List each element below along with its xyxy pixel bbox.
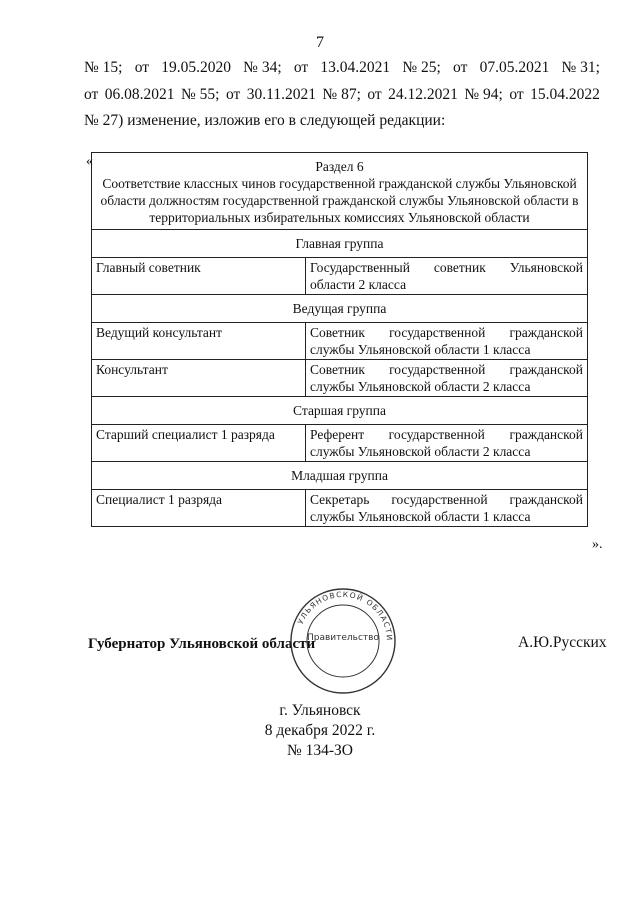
section-heading: Соответствие классных чинов государственной гражданской службы Ульяновской области должностям государственной гражданской службы Ульяновской области в территориальных избирательных комиссиях Ульяновской области [100,176,579,225]
seal-ring-path: УЛЬЯНОВСКОЙ ОБЛАСТИ [295,589,395,642]
group-title: Главная группа [92,230,588,258]
table-row [92,360,588,397]
intro-word: 30.11.2021 [246,86,316,103]
group-header-row [92,230,588,258]
rank-cell: Секретарь государственной гражданской службы Ульяновской области 1 класса [306,490,588,527]
position-cell: Главный советник [92,258,306,295]
intro-word: от [225,86,241,103]
intro-word: № 55; [181,86,220,103]
intro-word: от [367,86,382,103]
table-header-row [92,153,588,230]
position-cell: Старший специалист 1 разряда [92,425,306,462]
position-cell: Консультант [92,360,306,397]
intro-word: 24.12.2021 [388,86,458,103]
rank-cell: Советник государственной гражданской службы Ульяновской области 2 класса [306,360,588,397]
section-title: Раздел 6 [315,159,364,174]
intro-word: от [453,59,468,76]
intro-word: № 87; [322,86,361,103]
governor-name: А.Ю.Русских [518,634,607,651]
intro-word: № 31; [561,59,600,76]
footer-number: № 134-ЗО [286,742,354,759]
intro-line-2 [84,86,600,104]
group-header-row [92,397,588,425]
group-title: Старшая группа [92,397,588,425]
intro-word: 19.05.2020 [161,59,231,76]
intro-word: от [509,86,524,103]
rank-cell: Референт государственной гражданской службы Ульяновской области 2 класса [306,425,588,462]
official-seal [285,587,401,695]
page-number: 7 [316,34,324,51]
closing-quote: ». [592,537,603,552]
footer-city: г. Ульяновск [279,702,361,719]
group-title: Младшая группа [92,462,588,490]
rank-cell: Государственный советник Ульяновской области 2 класса [306,258,588,295]
group-title: Ведущая группа [92,295,588,323]
table-row [92,490,588,527]
group-header-row [92,295,588,323]
position-cell: Специалист 1 разряда [92,490,306,527]
intro-word: от [293,59,309,76]
intro-word: 15.04.2022 [530,86,600,103]
seal-center-text: Правительство [307,633,379,643]
table-row [92,425,588,462]
table-header-cell [92,153,588,230]
position-cell: Ведущий консультант [92,323,306,360]
intro-word: № 94; [464,86,503,103]
intro-word: № 25; [402,59,441,76]
footer-date: 8 декабря 2022 г. [264,722,376,739]
intro-word: 06.08.2021 [104,86,175,103]
intro-word: 07.05.2021 [479,59,550,76]
intro-word: от [84,86,99,103]
intro-line-1 [84,59,600,77]
intro-word: № 15; [84,59,123,76]
intro-line-3: № 27) изменение, изложив его в следующей редакции: [84,112,446,129]
group-header-row [92,462,588,490]
table-row [92,323,588,360]
governor-title: Губернатор Ульяновской области [88,636,316,652]
opening-quote: « [86,154,93,169]
intro-word: № 34; [243,59,282,76]
rank-table [91,152,588,527]
rank-cell: Советник государственной гражданской службы Ульяновской области 1 класса [306,323,588,360]
table-row [92,258,588,295]
intro-word: от [134,59,150,76]
intro-word: 13.04.2021 [320,59,391,76]
